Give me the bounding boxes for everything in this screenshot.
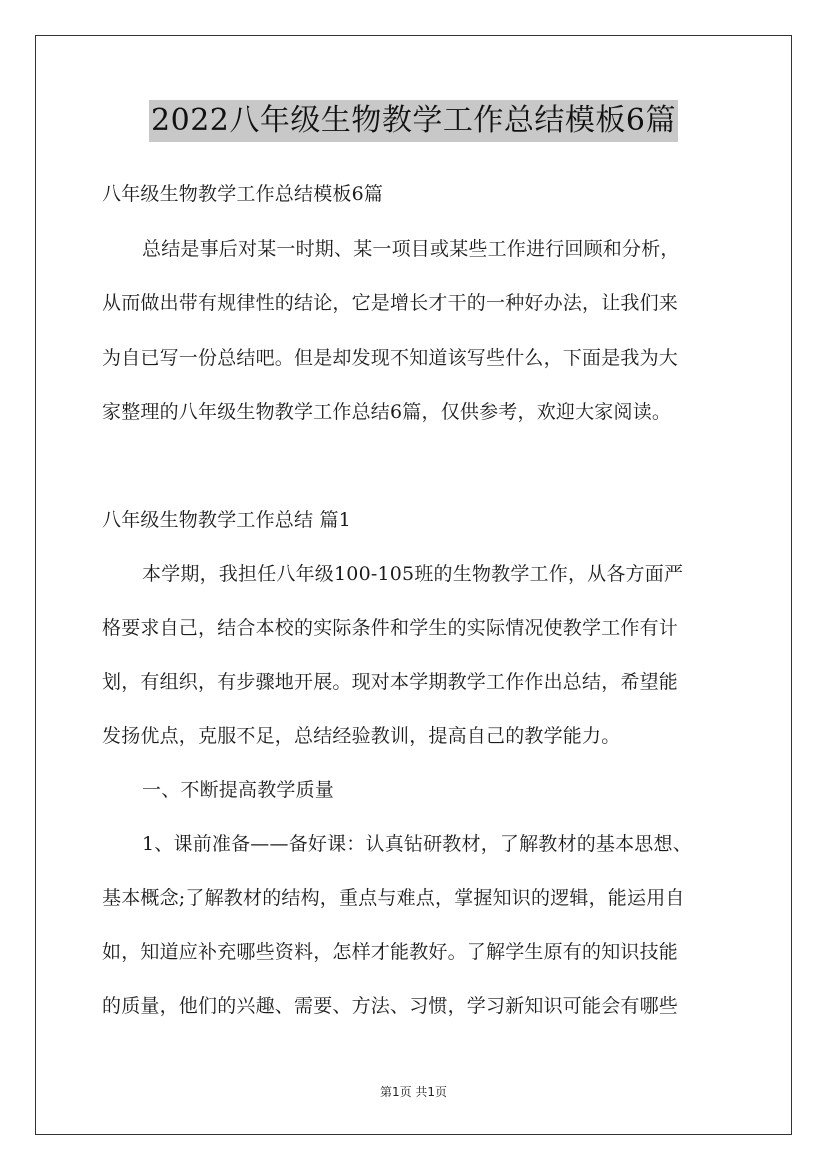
point-line: 如，知道应补充哪些资料，怎样才能教好。了解学生原有的知识技能 [102,941,679,963]
section-heading: 八年级生物教学工作总结 篇1 [102,509,351,531]
page-footer: 第1页 共1页 [379,1085,448,1099]
section-line: 发扬优点，克服不足，总结经验教训，提高自己的教学能力。 [102,725,621,747]
intro-line: 总结是事后对某一时期、某一项目或某些工作进行回顾和分析， [142,238,680,260]
intro-line: 从而做出带有规律性的结论，它是增长才干的一种好办法，让我们来 [102,292,679,314]
intro-line: 家整理的八年级生物教学工作总结6篇，仅供参考，欢迎大家阅读。 [102,401,672,423]
point-line: 的质量，他们的兴趣、需要、方法、习惯，学习新知识可能会有哪些 [102,995,679,1017]
section-line: 划，有组织，有步骤地开展。现对本学期教学工作作出总结，希望能 [102,671,679,693]
point-line: 1、课前准备——备好课：认真钻研教材，了解教材的基本思想、 [142,833,692,855]
point-line: 基本概念;了解教材的结构，重点与难点，掌握知识的逻辑，能运用自 [102,887,685,909]
section-line: 格要求自己，结合本校的实际条件和学生的实际情况使教学工作有计 [102,617,679,639]
section-line: 本学期，我担任八年级100-105班的生物教学工作，从各方面严 [142,563,684,585]
page-title: 2022八年级生物教学工作总结模板6篇 [149,100,678,142]
document-subtitle: 八年级生物教学工作总结模板6篇 [102,183,384,205]
title-container [0,100,827,142]
subheading: 一、不断提高教学质量 [142,779,335,801]
intro-line: 为自已写一份总结吧。但是却发现不知道该写些什么，下面是我为大 [102,347,679,369]
